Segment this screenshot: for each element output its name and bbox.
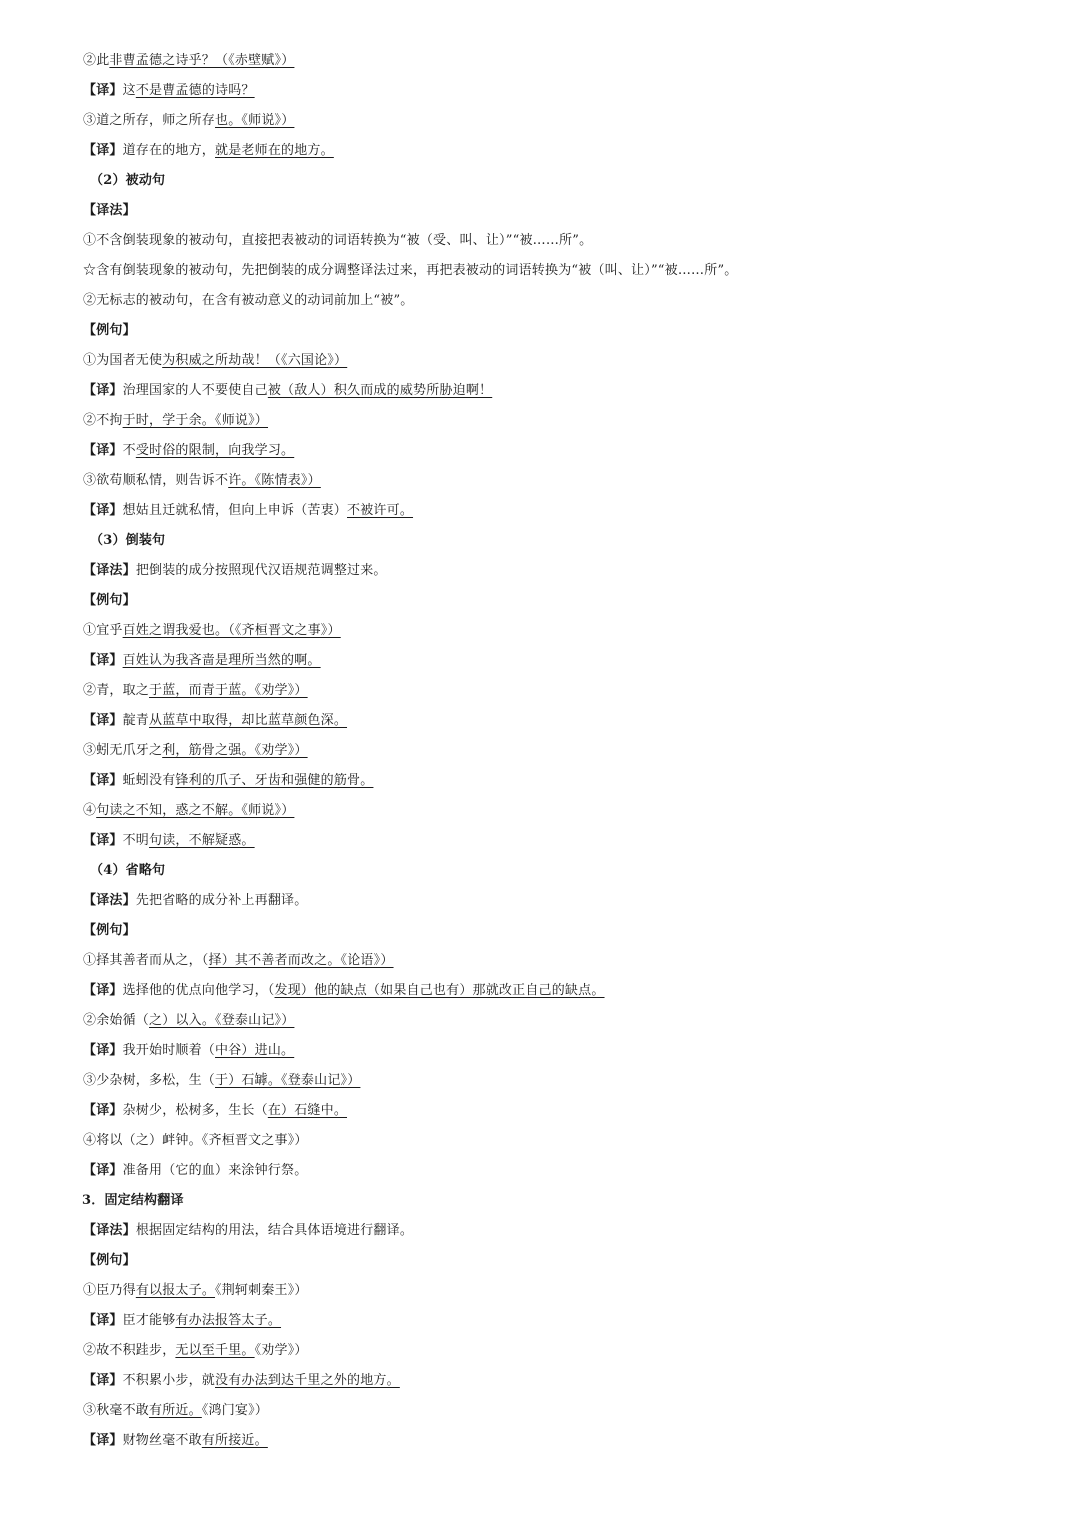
label-text: 【译】 [83, 1163, 123, 1178]
underlined-text: 有所近。 [149, 1403, 202, 1418]
underlined-text: 句读之不知，惑之不解。《师说》） [96, 803, 295, 818]
plain-text: ②青，取之 [83, 683, 150, 698]
underlined-text: 被（敌人）积久而成的威势所胁迫啊！ [267, 383, 493, 398]
plain-text: （3）倒装句 [90, 533, 166, 548]
text-line [0, 226, 1080, 256]
plain-text: 蚯蚓没有 [122, 773, 176, 788]
section-heading [0, 316, 1080, 346]
plain-text: （2）被动句 [90, 173, 166, 188]
plain-text: ③道之所存，师之所存 [83, 113, 216, 128]
section-heading [0, 586, 1080, 616]
text-line [0, 1396, 1080, 1426]
section-heading [0, 916, 1080, 946]
text-line [0, 796, 1080, 826]
underlined-text: 百姓认为我吝啬是理所当然的啊。 [122, 653, 321, 668]
text-line [0, 676, 1080, 706]
plain-text: 【译法】 [83, 203, 136, 218]
plain-text: ③欲苟顺私情，则告诉不 [83, 473, 229, 488]
label-text: 【译】 [83, 983, 123, 998]
plain-text: 不明 [122, 833, 150, 848]
label-text: 【译】 [83, 1043, 123, 1058]
text-line [0, 886, 1080, 916]
plain-text: ②不拘 [83, 413, 123, 428]
plain-text: 财物丝毫不敢 [122, 1433, 202, 1448]
text-line [0, 1066, 1080, 1096]
text-line [0, 1366, 1080, 1396]
plain-text: ①择其善者而从之，（ [83, 953, 209, 968]
underlined-text: 受时俗的限制，向我学习。 [135, 443, 295, 458]
underlined-text: 句读，不解疑惑。 [149, 833, 255, 848]
document-body [0, 46, 1080, 1456]
label-text: 【译】 [83, 653, 123, 668]
text-line [0, 1336, 1080, 1366]
text-line [0, 76, 1080, 106]
label-text: 【译】 [83, 713, 123, 728]
underlined-text: 择）其不善者而改之。《论语》） [208, 953, 394, 968]
section-heading [0, 1246, 1080, 1276]
plain-text: ④将以（之）衅钟。《齐桓晋文之事》） [83, 1133, 308, 1148]
plain-text: 【例句】 [83, 323, 136, 338]
label-text: 【译】 [83, 1433, 123, 1448]
text-line [0, 136, 1080, 166]
label-text: 【译法】 [83, 563, 136, 578]
underlined-text: 有以报太子。 [135, 1283, 216, 1298]
underlined-text: 于时，学于余。《师说》） [122, 413, 269, 428]
plain-text: 杂树少，松树多，生长（ [122, 1103, 268, 1118]
underlined-text: 利，筋骨之强。《劝学》） [162, 743, 308, 758]
plain-text: ②余始循（ [83, 1013, 150, 1028]
text-line [0, 736, 1080, 766]
underlined-text: 百姓之谓我爱也。（《齐桓晋文之事》） [122, 623, 341, 638]
plain-text: ④ [83, 803, 97, 818]
underlined-text: 就是老师在的地方。 [215, 143, 334, 158]
plain-text: ②无标志的被动句，在含有被动意义的动词前加上“被”。 [83, 293, 414, 308]
section-heading [0, 196, 1080, 226]
label-text: 【译】 [83, 1103, 123, 1118]
plain-text: 我开始时顺着（ [122, 1043, 216, 1058]
plain-text: 靛青 [122, 713, 150, 728]
text-line [0, 616, 1080, 646]
underlined-text: 许。《陈情表》） [228, 473, 321, 488]
plain-text: ②此 [83, 53, 110, 68]
text-line [0, 466, 1080, 496]
plain-text: ③少杂树，多松，生（ [83, 1073, 216, 1088]
underlined-text: 为积威之所劫哉！（《六国论》） [162, 353, 348, 368]
text-line [0, 556, 1080, 586]
text-line [0, 706, 1080, 736]
plain-text: 《劝学》） [254, 1343, 308, 1358]
plain-text: ①宜乎 [83, 623, 123, 638]
text-line [0, 256, 1080, 286]
plain-text: 不积累小步，就 [122, 1373, 216, 1388]
underlined-text: 发现）他的缺点（如果自己也有）那就改正自己的缺点。 [274, 983, 605, 998]
plain-text: 道存在的地方， [122, 143, 216, 158]
text-line [0, 1036, 1080, 1066]
text-line [0, 1156, 1080, 1186]
text-line [0, 1306, 1080, 1336]
text-line [0, 376, 1080, 406]
plain-text: 根据固定结构的用法，结合具体语境进行翻译。 [135, 1223, 414, 1238]
text-line [0, 106, 1080, 136]
underlined-text: 有办法报答太子。 [175, 1313, 282, 1328]
plain-text: 治理国家的人不要使自己 [122, 383, 268, 398]
underlined-text: 于）石罅。《登泰山记》） [215, 1073, 361, 1088]
plain-text: 【例句】 [83, 1253, 136, 1268]
label-text: 【译法】 [83, 893, 136, 908]
underlined-text: 无以至千里。 [175, 1343, 255, 1358]
underlined-text: 非曹孟德之诗乎？（《赤壁赋》） [109, 53, 295, 68]
text-line [0, 1006, 1080, 1036]
label-text: 【译】 [83, 773, 123, 788]
text-line [0, 946, 1080, 976]
text-line [0, 646, 1080, 676]
section-heading [0, 856, 1080, 886]
plain-text: ①为国者无使 [83, 353, 163, 368]
text-line [0, 766, 1080, 796]
section-heading [0, 1186, 1080, 1216]
text-line [0, 826, 1080, 856]
plain-text: ①不含倒装现象的被动句，直接把表被动的词语转换为“被（受、叫、让）”“被……所”。 [83, 233, 593, 248]
label-text: 【译】 [83, 443, 123, 458]
text-line [0, 286, 1080, 316]
label-text: 【译】 [83, 503, 123, 518]
underlined-text: 也。《师说》） [215, 113, 295, 128]
label-text: 【译】 [83, 143, 123, 158]
plain-text: 选择他的优点向他学习，（ [122, 983, 275, 998]
text-line [0, 346, 1080, 376]
plain-text: 把倒装的成分按照现代汉语规范调整过来。 [135, 563, 387, 578]
section-heading [0, 166, 1080, 196]
text-line [0, 46, 1080, 76]
plain-text: 想姑且迁就私情，但向上申诉（苦衷） [122, 503, 348, 518]
plain-text: ③蚓无爪牙之 [83, 743, 163, 758]
label-text: 【译】 [83, 383, 123, 398]
plain-text: 准备用（它的血）来涂钟行祭。 [122, 1163, 308, 1178]
label-text: 【译】 [83, 1373, 123, 1388]
text-line [0, 406, 1080, 436]
plain-text: 《鸿门宴》） [201, 1403, 269, 1418]
underlined-text: 之）以入。《登泰山记》） [149, 1013, 295, 1028]
plain-text: 这 [122, 83, 136, 98]
plain-text: 臣才能够 [122, 1313, 176, 1328]
underlined-text: 锋利的爪子、牙齿和强健的筋骨。 [175, 773, 374, 788]
underlined-text: 有所接近。 [201, 1433, 268, 1448]
plain-text: 《荆轲刺秦王》） [215, 1283, 308, 1298]
text-line [0, 1216, 1080, 1246]
text-line [0, 1276, 1080, 1306]
label-text: 【译】 [83, 1313, 123, 1328]
label-text: 【译法】 [83, 1223, 136, 1238]
plain-text: 不 [122, 443, 136, 458]
label-text: 【译】 [83, 83, 123, 98]
underlined-text: 没有办法到达千里之外的地方。 [215, 1373, 400, 1388]
underlined-text: 从蓝草中取得，却比蓝草颜色深。 [149, 713, 348, 728]
plain-text: 【例句】 [83, 593, 136, 608]
underlined-text: 不是曹孟德的诗吗？ [135, 83, 255, 98]
underlined-text: 在）石缝中。 [267, 1103, 348, 1118]
text-line [0, 496, 1080, 526]
section-heading [0, 526, 1080, 556]
underlined-text: 不被许可。 [347, 503, 414, 518]
underlined-text: 中谷）进山。 [215, 1043, 295, 1058]
plain-text: ②故不积跬步， [83, 1343, 176, 1358]
plain-text: ①臣乃得 [83, 1283, 136, 1298]
label-text: 【译】 [83, 833, 123, 848]
plain-text: 先把省略的成分补上再翻译。 [135, 893, 308, 908]
plain-text: 【例句】 [83, 923, 136, 938]
plain-text: （4）省略句 [90, 863, 166, 878]
text-line [0, 976, 1080, 1006]
text-line [0, 1126, 1080, 1156]
text-line [0, 1096, 1080, 1126]
plain-text: 3．固定结构翻译 [82, 1193, 184, 1208]
plain-text: ③秋毫不敢 [83, 1403, 150, 1418]
text-line [0, 436, 1080, 466]
underlined-text: 于蓝，而青于蓝。《劝学》） [149, 683, 308, 698]
plain-text: ☆含有倒装现象的被动句，先把倒装的成分调整译法过来，再把表被动的词语转换为“被（叫、让）”“被……所”。 [83, 263, 738, 278]
text-line [0, 1426, 1080, 1456]
